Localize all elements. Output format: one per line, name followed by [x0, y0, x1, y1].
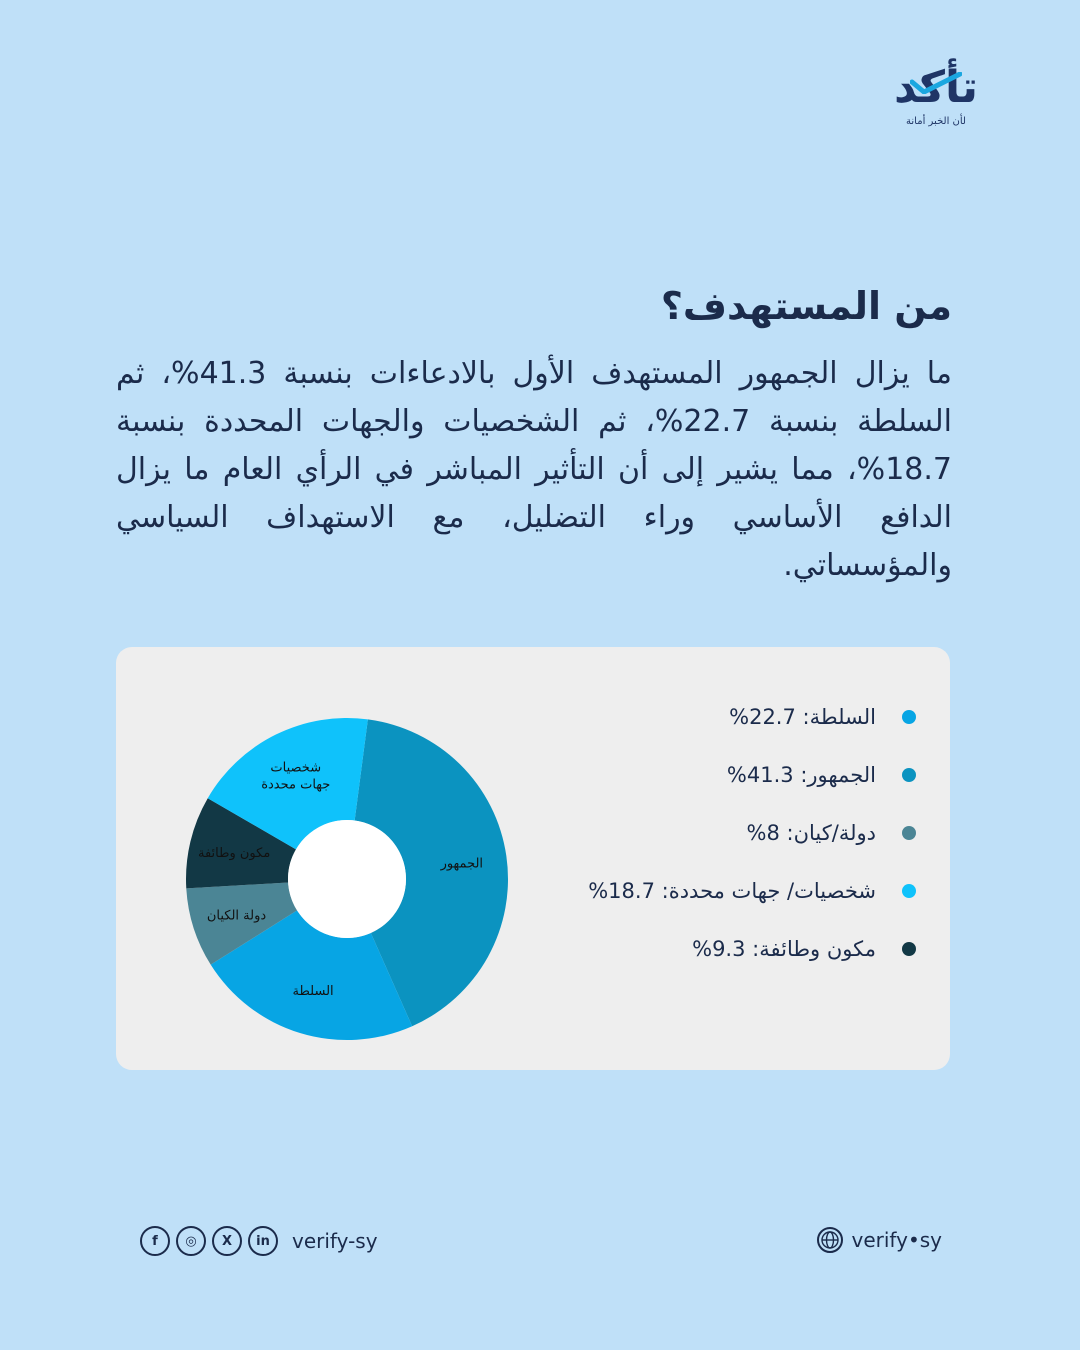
social-links [140, 1226, 378, 1256]
x-icon[interactable]: X [212, 1226, 242, 1256]
brand-logo [886, 60, 986, 150]
facebook-icon[interactable]: f [140, 1226, 170, 1256]
legend-item [496, 862, 916, 920]
logo-tagline: لأن الخبر أمانة [906, 116, 966, 127]
donut-hole [288, 820, 406, 938]
slice-label: جهات محددة [261, 777, 331, 793]
legend-label: مكون وطائفة: 9.3% [692, 937, 876, 961]
legend-dot [902, 768, 916, 782]
website-url[interactable]: verify•sy [851, 1228, 942, 1252]
legend-dot [902, 884, 916, 898]
legend-label: دولة/كيان: 8% [746, 821, 876, 845]
legend-item [496, 688, 916, 746]
slice-label: مكون وطائفة [198, 846, 271, 862]
legend-label: شخصيات/ جهات محددة: 18.7% [588, 879, 876, 903]
social-handle[interactable]: verify-sy [292, 1229, 378, 1253]
legend-label: الجمهور: 41.3% [726, 763, 876, 787]
globe-icon [816, 1226, 844, 1254]
legend-dot [902, 942, 916, 956]
legend-item [496, 920, 916, 978]
slice-label: دولة الكيان [206, 908, 267, 924]
legend-item [496, 804, 916, 862]
chart-legend [496, 688, 916, 978]
legend-dot [902, 710, 916, 724]
linkedin-icon[interactable]: in [248, 1226, 278, 1256]
page-title: من المستهدف؟ [660, 284, 952, 328]
instagram-icon[interactable]: ◎ [176, 1226, 206, 1256]
logo-text: تأكد [893, 62, 979, 113]
slice-label: السلطة [292, 983, 334, 999]
legend-label: السلطة: 22.7% [729, 705, 876, 729]
slice-label: شخصيات [270, 760, 322, 776]
website-link[interactable] [816, 1226, 943, 1254]
body-paragraph: ما يزال الجمهور المستهدف الأول بالادعاءات بنسبة 41.3%، ثم السلطة بنسبة 22.7%، ثم الشخصيات والجهات المحددة بنسبة 18.7%، مما يشير إلى أن التأثير المباشر في الرأي العام ما يزال الدافع الأساسي وراء التضليل، مع الاستهداف السياسي والمؤسساتي. [116, 356, 952, 583]
legend-item [496, 746, 916, 804]
legend-dot [902, 826, 916, 840]
checkmark-icon [910, 72, 962, 94]
slice-label: الجمهور [440, 856, 484, 872]
